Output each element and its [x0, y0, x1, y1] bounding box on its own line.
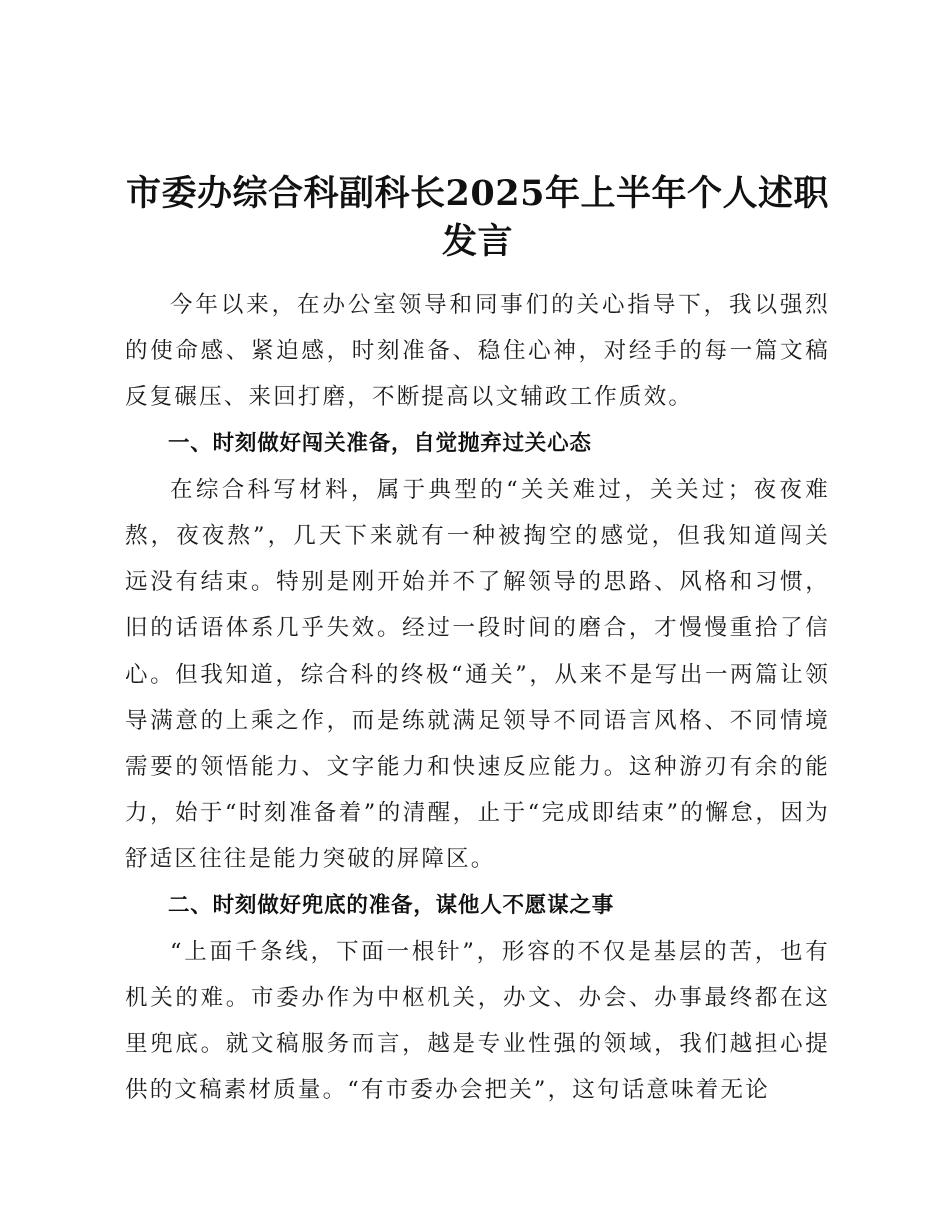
- section-1-heading: 一、时刻做好闯关准备，自觉抛弃过关心态: [168, 430, 592, 456]
- section-2-paragraph: “上面千条线，下面一根针”，形容的不仅是基层的苦，也有机关的难。市委办作为中枢机关，办文、办会、办事最终都在这里兜底。就文稿服务而言，越是专业性强的领域，我们越担心提供的文稿素材质量。“有市委办会把关”，这句话意味着无论: [125, 938, 830, 1104]
- section-2-heading: 二、时刻做好兜底的准备，谋他人不愿谋之事: [168, 892, 615, 918]
- section-1-paragraph: 在综合科写材料，属于典型的“关关难过，关关过；夜夜难熬，夜夜熬”，几天下来就有一种被掏空的感觉，但我知道闯关远没有结束。特别是刚开始并不了解领导的思路、风格和习惯，旧的话语体系几乎失效。经过一段时间的磨合，才慢慢重拾了信心。但我知道，综合科的终极“通关”，从来不是写出一两篇让领导满意的上乘之作，而是练就满足领导不同语言风格、不同情境需要的领悟能力、文字能力和快速反应能力。这种游刃有余的能力，始于“时刻准备着”的清醒，止于“完成即结束”的懈怠，因为舒适区往往是能力突破的屏障区。: [125, 476, 830, 873]
- intro-paragraph: 今年以来，在办公室领导和同事们的关心指导下，我以强烈的使命感、紧迫感，时刻准备、稳住心神，对经手的每一篇文稿反复碾压、来回打磨，不断提高以文辅政工作质效。: [125, 292, 830, 411]
- document-title: 市委办综合科副科长2025年上半年个人述职发言: [126, 173, 829, 262]
- document-body: [125, 282, 830, 1114]
